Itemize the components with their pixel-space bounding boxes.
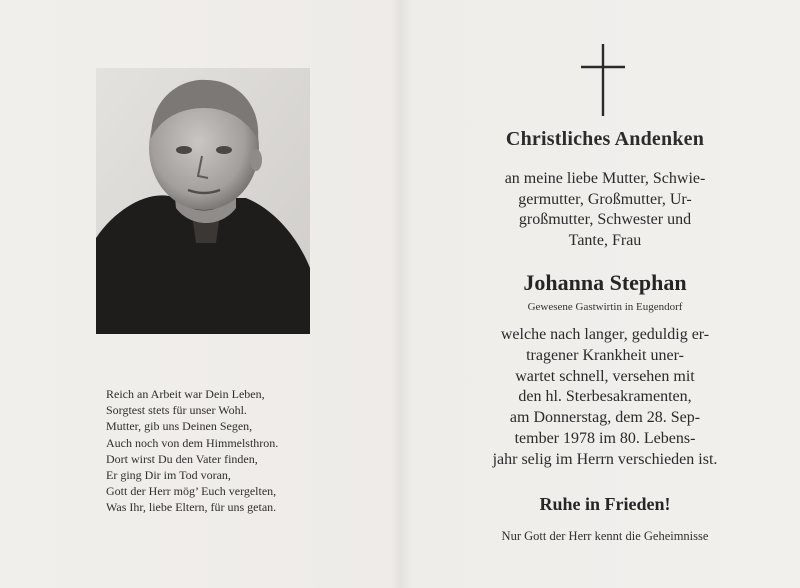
poem	[106, 386, 346, 516]
notice-line: tragener Krankheit uner-	[526, 346, 684, 364]
notice-line: welche nach langer, geduldig er-	[500, 326, 710, 343]
portrait-figure	[96, 68, 310, 334]
notice-line: jahr selig im Herrn verschieden ist.	[492, 450, 718, 468]
notice-line: wartet schnell, versehen mit	[515, 367, 695, 385]
intro-line: germutter, Großmutter, Ur-	[518, 190, 692, 208]
intro-text	[440, 169, 770, 251]
poem-line: Er ging Dir im Tod voran,	[106, 468, 231, 483]
poem-line: Reich an Arbeit war Dein Leben,	[106, 387, 265, 401]
rest-in-peace: Ruhe in Frieden!	[539, 494, 671, 514]
poem-line: Was Ihr, liebe Eltern, für uns getan.	[106, 500, 277, 515]
portrait-photo	[96, 68, 310, 334]
closing-line: Nur Gott der Herr kennt die Geheimnisse	[501, 529, 709, 543]
poem-line: Dort wirst Du den Vater finden,	[106, 451, 258, 466]
poem-line: Auch noch von dem Himmelsthron.	[106, 435, 279, 450]
notice-line: tember 1978 im 80. Lebens-	[514, 429, 696, 447]
intro-line: Tante, Frau	[568, 231, 642, 249]
poem-line: Mutter, gib uns Deinen Segen,	[106, 419, 253, 434]
deceased-name: Johanna Stephan	[523, 270, 687, 295]
death-notice	[440, 325, 770, 471]
poem-line: Sorgtest stets für unser Wohl.	[106, 403, 247, 418]
intro-line: großmutter, Schwester und	[518, 211, 692, 228]
occupation: Gewesene Gastwirtin in Eugendorf	[527, 301, 683, 313]
intro-line: an meine liebe Mutter, Schwie-	[504, 170, 706, 187]
latin-cross-icon	[580, 44, 626, 116]
notice-line: am Donnerstag, dem 28. Sep-	[509, 409, 701, 427]
card-heading: Christliches Andenken	[505, 128, 705, 150]
poem-line: Gott der Herr mög’ Euch vergelten,	[106, 484, 277, 499]
notice-line: den hl. Sterbesakramenten,	[518, 388, 692, 406]
